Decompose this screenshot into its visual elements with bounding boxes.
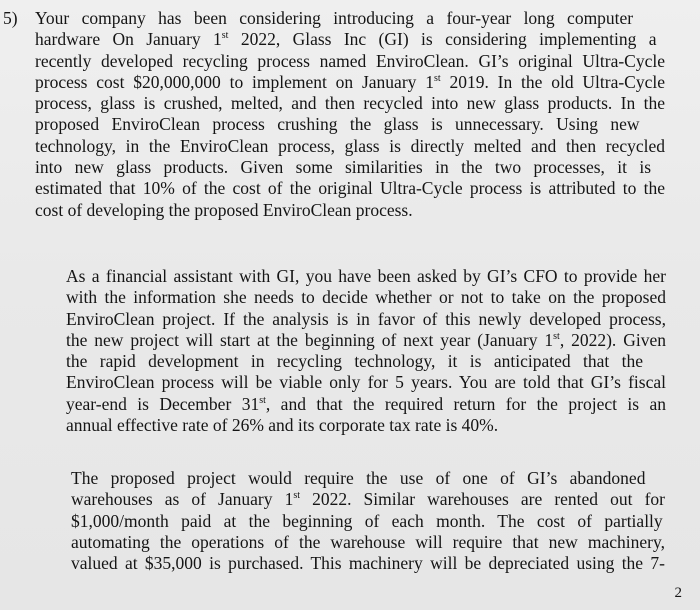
text-line: proposed EnviroClean process crushing the glass is unnecessary. Using new [35, 114, 640, 135]
ordinal-superscript: st [553, 330, 560, 342]
text-line: $1,000/month paid at the beginning of each month. The cost of partially [71, 510, 663, 531]
text-line: estimated that 10% of the cost of the original Ultra-Cycle process is attributed to the [35, 178, 665, 199]
text-line: cost of developing the proposed EnviroClean process. [35, 199, 413, 220]
page-number: 2 [674, 585, 682, 601]
text-segment: warehouses as of January 1 [71, 489, 294, 510]
text-line: EnviroClean process will be viable only for 5 years. You are told that GI’s fiscal [66, 372, 666, 393]
text-line: valued at $35,000 is purchased. This machinery will be depreciated using the 7- [71, 553, 665, 574]
text-segment: year-end is December 31 [66, 393, 260, 414]
text-line: with the information she needs to decide whether or not to take on the proposed [66, 287, 666, 308]
text-line: the rapid development in recycling technology, it is anticipated that the [66, 351, 643, 372]
text-line: As a financial assistant with GI, you have been asked by GI’s CFO to provide her [66, 266, 666, 286]
text-line [35, 72, 665, 93]
question-number: 5) [3, 8, 18, 28]
text-line [66, 394, 666, 415]
text-line [71, 489, 665, 510]
ordinal-superscript: st [259, 394, 266, 406]
text-line [66, 330, 666, 351]
ordinal-superscript: st [293, 490, 300, 502]
text-line: EnviroClean project. If the analysis is in favor of this newly developed process, [66, 308, 666, 329]
text-line: automating the operations of the warehouse will require that new machinery, [71, 531, 665, 552]
text-line: recently developed recycling process named EnviroClean. GI’s original Ultra-Cycle [35, 50, 665, 71]
text-line: process, glass is crushed, melted, and then recycled into new glass products. In the [35, 93, 665, 114]
text-segment: , 2022). Given [559, 329, 666, 350]
text-segment: 2022, Glass Inc (GI) is considering implementing a [228, 29, 657, 50]
text-line: into new glass products. Given some similarities in the two processes, it is [35, 157, 652, 178]
text-line: The proposed project would require the use of one of GI’s abandoned [71, 468, 646, 488]
ordinal-superscript: st [221, 30, 229, 42]
text-line [35, 29, 665, 50]
ordinal-superscript: st [433, 72, 441, 84]
paragraph-assignment [66, 266, 666, 436]
text-line: technology, in the EnviroClean process, glass is directly melted and then recycled [35, 135, 665, 156]
text-segment: , and that the required return for the project is an [265, 393, 666, 414]
text-line: annual effective rate of 26% and its corporate tax rate is 40%. [66, 415, 499, 436]
text-segment: hardware On January 1 [35, 29, 222, 50]
text-line: Your company has been considering introducing a four-year long computer [35, 8, 634, 28]
paragraph-warehouse [71, 468, 665, 574]
text-segment: process cost $20,000,000 to implement on January 1 [35, 71, 434, 92]
text-segment: the new project will start at the beginning of next year (January 1 [66, 329, 554, 350]
paragraph-intro [35, 8, 665, 221]
text-segment: 2022. Similar warehouses are rented out for [300, 489, 665, 510]
text-segment: 2019. In the old Ultra-Cycle [440, 71, 665, 92]
